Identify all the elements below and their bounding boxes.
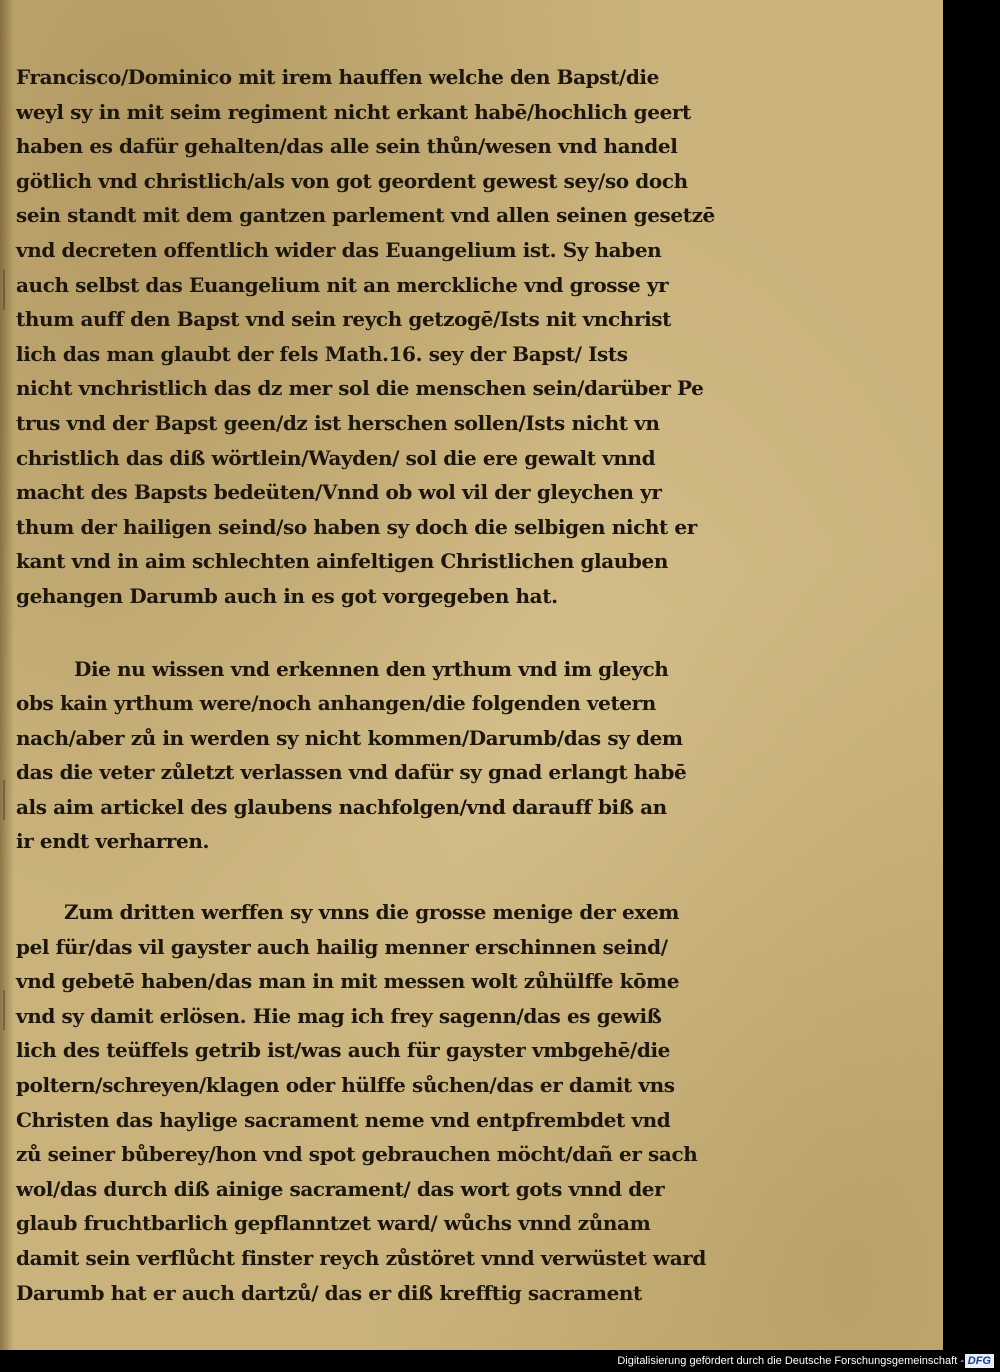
text-line: nach/aber zů in werden sy nicht kommen/Darumb/das sy dem — [16, 725, 683, 750]
text-line: christlich das diß wörtlein/Wayden/ sol die ere gewalt vnnd — [16, 445, 656, 470]
text-line: thum der hailigen seind/so haben sy doch die selbigen nicht er — [16, 514, 697, 539]
text-line: gehangen Darumb auch in es got vorgegeben hat. — [16, 583, 558, 608]
text-line: götlich vnd christlich/als von got geordent gewest sey/so doch — [16, 168, 688, 193]
page-text — [16, 60, 716, 1310]
paragraph-3 — [16, 895, 716, 1310]
text-line: damit sein verflůcht finster reych zůstöret vnnd verwüstet ward — [16, 1246, 706, 1270]
dfg-logo: DFG — [965, 1354, 994, 1368]
text-line: pel für/das vil gayster auch hailig menner erschinnen seind/ — [16, 934, 668, 959]
gutter-mark — [3, 270, 5, 310]
paragraph-2 — [16, 652, 716, 860]
text-line: thum auff den Bapst vnd sein reych getzogē/Ists nit vnchrist — [16, 307, 671, 332]
text-line: macht des Bapsts bedeüten/Vnnd ob wol vil der gleychen yr — [16, 480, 662, 505]
text-line: poltern/schreyen/klagen oder hülffe sůchen/das er damit vns — [16, 1073, 675, 1098]
text-line: lich des teüffels getrib ist/was auch für gayster vmbgehē/die — [16, 1038, 670, 1063]
text-line: vnd decreten offentlich wider das Euangelium ist. Sy haben — [16, 237, 662, 262]
text-line: Darumb hat er auch dartzů/ das er diß krefftig sacrament — [16, 1280, 642, 1305]
text-line: als aim artickel des glaubens nachfolgen/vnd darauff biß an — [16, 794, 667, 819]
text-line: glaub fruchtbarlich gepflanntzet ward/ wůchs vnnd zůnam — [16, 1211, 651, 1236]
text-line: trus vnd der Bapst geen/dz ist herschen sollen/Ists nicht vn — [16, 410, 660, 435]
paragraph-1 — [16, 60, 716, 614]
text-line: das die veter zůletzt verlassen vnd dafür sy gnad erlangt habē — [16, 760, 687, 785]
text-line: Christen das haylige sacrament neme vnd entpfrembdet vnd — [16, 1107, 671, 1132]
funding-credit: Digitalisierung gefördert durch die Deutsche Forschungsgemeinschaft - — [617, 1355, 964, 1367]
text-line: obs kain yrthum were/noch anhangen/die folgenden vetern — [16, 691, 656, 716]
text-line: Francisco/Dominico mit irem hauffen welche den Bapst/die — [16, 65, 659, 89]
gutter-mark — [3, 780, 5, 820]
text-line: lich das man glaubt der fels Math.16. sey der Bapst/ Ists — [16, 341, 628, 366]
text-line: sein standt mit dem gantzen parlement vnd allen seinen gesetzē — [16, 203, 715, 228]
text-line: nicht vnchristlich das dz mer sol die menschen sein/darüber Pe — [16, 376, 704, 401]
text-line: Die nu wissen vnd erkennen den yrthum vnd im gleych — [74, 656, 669, 681]
text-line: kant vnd in aim schlechten ainfeltigen Christlichen glauben — [16, 549, 668, 574]
page-edge-shadow — [0, 0, 14, 1350]
text-line: auch selbst das Euangelium nit an merckliche vnd grosse yr — [16, 272, 669, 297]
paragraph-gap — [16, 859, 716, 895]
text-line: vnd sy damit erlösen. Hie mag ich frey sagenn/das es gewiß — [16, 1003, 662, 1028]
gutter-mark — [3, 990, 5, 1030]
text-line: haben es dafür gehalten/das alle sein thůn/wesen vnd handel — [16, 134, 678, 159]
text-line: ir endt verharren. — [16, 829, 210, 854]
text-line: Zum dritten werffen sy vnns die grosse menige der exem — [64, 900, 679, 925]
paragraph-gap — [16, 614, 716, 652]
text-line: vnd gebetē haben/das man in mit messen wolt zůhülffe kōme — [16, 969, 680, 994]
text-line: weyl sy in mit seim regiment nicht erkant habē/hochlich geert — [16, 99, 691, 124]
text-line: zů seiner bůberey/hon vnd spot gebrauchen möcht/dañ er sach — [16, 1142, 698, 1167]
text-line: wol/das durch diß ainige sacrament/ das wort gots vnnd der — [16, 1176, 665, 1201]
